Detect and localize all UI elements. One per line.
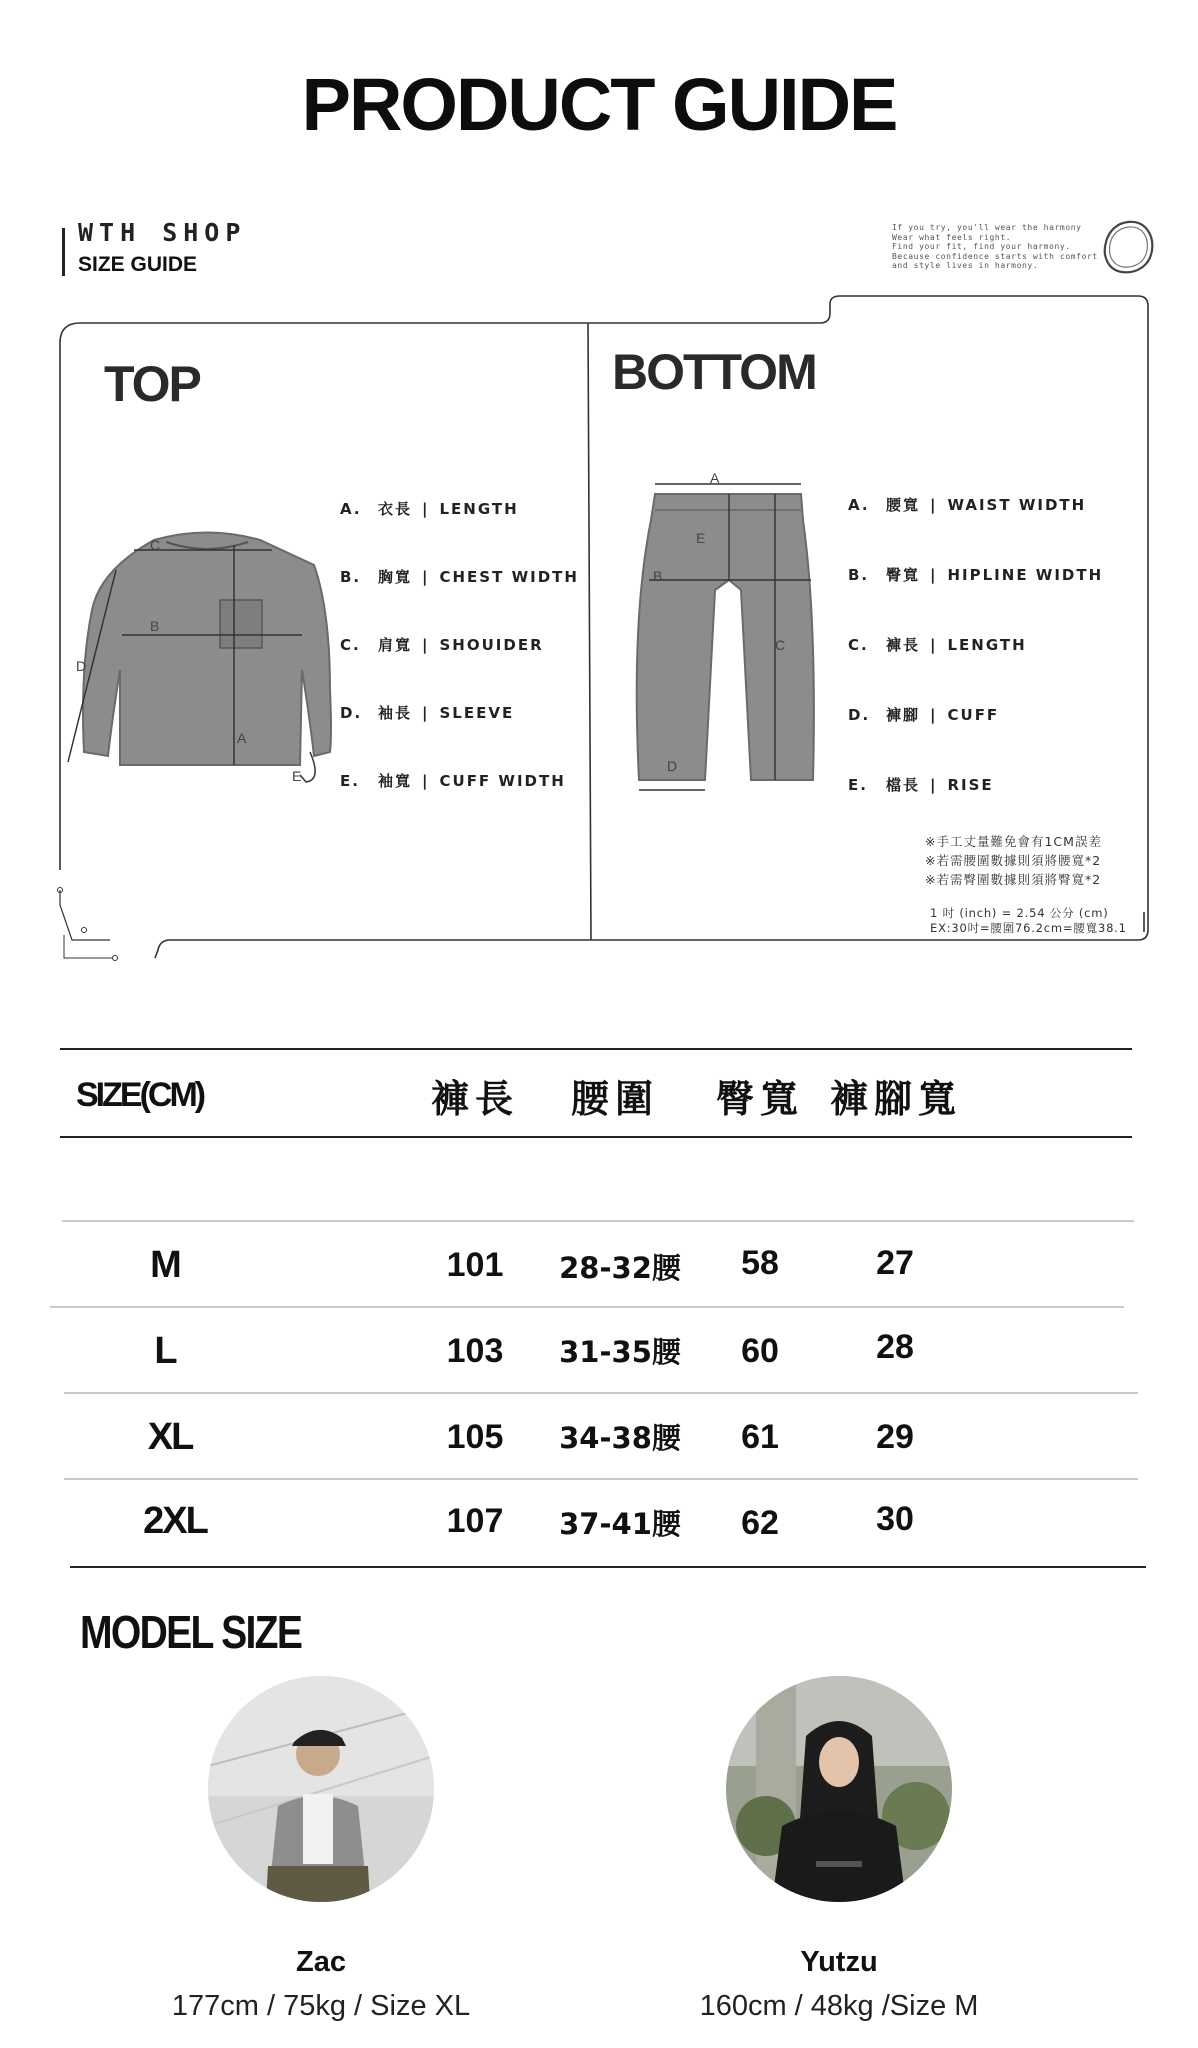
model-name: Yutzu xyxy=(800,1946,878,1978)
top-spec-e: E. 袖寬 | CUFF WIDTH xyxy=(340,772,566,790)
top-section-title: TOP xyxy=(104,356,200,412)
model-avatar-yutzu xyxy=(726,1676,952,1902)
note-line: ※手工丈量難免會有1CM誤差 xyxy=(925,834,1102,849)
bottom-label-b: B xyxy=(653,568,663,584)
tagline-line: Because confidence starts with comfort xyxy=(892,251,1098,261)
note-line: ※若需腰圍數據則須將腰寬*2 xyxy=(925,853,1102,868)
value-cell: 28 xyxy=(876,1328,914,1366)
value-cell: 58 xyxy=(741,1244,779,1282)
model-avatar-zac xyxy=(208,1676,434,1902)
value-cell: 31-35腰 xyxy=(559,1335,681,1369)
bottom-spec-e: E. 檔長 | RISE xyxy=(848,776,994,794)
pants-illustration xyxy=(625,480,825,795)
value-cell: 34-38腰 xyxy=(559,1421,681,1455)
value-cell: 29 xyxy=(876,1418,914,1456)
table-header-rule xyxy=(60,1136,1132,1138)
measurement-notes xyxy=(925,832,1102,889)
top-label-a: A xyxy=(237,730,247,746)
size-cell: XL xyxy=(147,1416,193,1458)
value-cell: 61 xyxy=(741,1418,779,1456)
row-divider xyxy=(50,1306,1124,1308)
size-cell: L xyxy=(154,1330,176,1372)
col-header-waist: 腰圍 xyxy=(570,1077,659,1121)
page-title: PRODUCT GUIDE xyxy=(301,63,897,146)
size-guide-label: SIZE GUIDE xyxy=(78,253,198,276)
top-spec-a: A. 衣長 | LENGTH xyxy=(340,500,519,518)
table-top-rule xyxy=(60,1048,1132,1050)
bottom-label-c: C xyxy=(775,637,786,653)
model-photo-zac xyxy=(208,1676,434,1902)
col-header-length: 褲長 xyxy=(430,1077,519,1121)
tagline-line: and style lives in harmony. xyxy=(892,261,1039,270)
bottom-spec-c: C. 褲長 | LENGTH xyxy=(848,636,1027,654)
bottom-label-a: A xyxy=(710,470,720,486)
top-spec-d: D. 袖長 | SLEEVE xyxy=(340,704,515,722)
top-label-b: B xyxy=(150,618,160,634)
table-bottom-rule xyxy=(70,1566,1146,1568)
value-cell: 105 xyxy=(446,1418,504,1456)
col-header-hip: 臀寬 xyxy=(715,1077,804,1121)
tagline-line: Wear what feels right. xyxy=(892,232,1012,242)
model-photo-yutzu xyxy=(726,1676,952,1902)
bottom-spec-b: B. 臀寬 | HIPLINE WIDTH xyxy=(848,566,1104,584)
value-cell: 107 xyxy=(446,1502,504,1540)
value-cell: 28-32腰 xyxy=(559,1251,681,1285)
sweatshirt-illustration xyxy=(62,520,352,790)
size-table-label: SIZE(CM) xyxy=(76,1076,204,1114)
col-header-cuff: 褲腳寬 xyxy=(829,1077,962,1121)
conversion-line: EX:30吋=腰圍76.2cm=腰寬38.1 xyxy=(930,921,1127,935)
row-divider xyxy=(64,1392,1138,1394)
bottom-spec-a: A. 腰寬 | WAIST WIDTH xyxy=(848,496,1087,514)
bottom-label-e: E xyxy=(696,530,706,546)
brand-name: WTH SHOP xyxy=(78,218,247,247)
model-measurements: 177cm / 75kg / Size XL xyxy=(171,1990,471,2022)
row-divider xyxy=(64,1478,1138,1480)
row-divider xyxy=(62,1220,1134,1222)
value-cell: 37-41腰 xyxy=(559,1507,681,1541)
unit-conversion xyxy=(930,906,1127,936)
value-cell: 30 xyxy=(876,1500,914,1538)
value-cell: 62 xyxy=(741,1504,779,1542)
model-size-title: MODEL SIZE xyxy=(80,1606,302,1658)
tagline-line: If you try, you'll wear the harmony xyxy=(892,223,1082,232)
top-label-e: E xyxy=(292,768,302,784)
model-measurements: 160cm / 48kg /Size M xyxy=(699,1990,979,2022)
note-line: ※若需臀圍數據則須將臀寬*2 xyxy=(925,872,1102,887)
model-name: Zac xyxy=(296,1946,346,1978)
value-cell: 103 xyxy=(446,1332,504,1370)
bottom-label-d: D xyxy=(667,758,678,774)
top-spec-c: C. 肩寬 | SHOUIDER xyxy=(340,636,544,654)
top-label-d: D xyxy=(76,658,87,674)
bottom-spec-d: D. 褲腳 | CUFF xyxy=(848,706,1000,724)
top-spec-b: B. 胸寬 | CHEST WIDTH xyxy=(340,568,579,586)
value-cell: 60 xyxy=(741,1332,779,1370)
size-cell: M xyxy=(150,1244,180,1286)
conversion-line: 1 吋 (inch) = 2.54 公分 (cm) xyxy=(930,906,1109,920)
size-cell: 2XL xyxy=(143,1500,207,1542)
top-label-c: C xyxy=(150,537,161,553)
value-cell: 27 xyxy=(876,1244,914,1282)
bottom-section-title: BOTTOM xyxy=(612,344,816,400)
tagline-line: Find your fit, find your harmony. xyxy=(892,242,1071,251)
value-cell: 101 xyxy=(446,1246,504,1284)
